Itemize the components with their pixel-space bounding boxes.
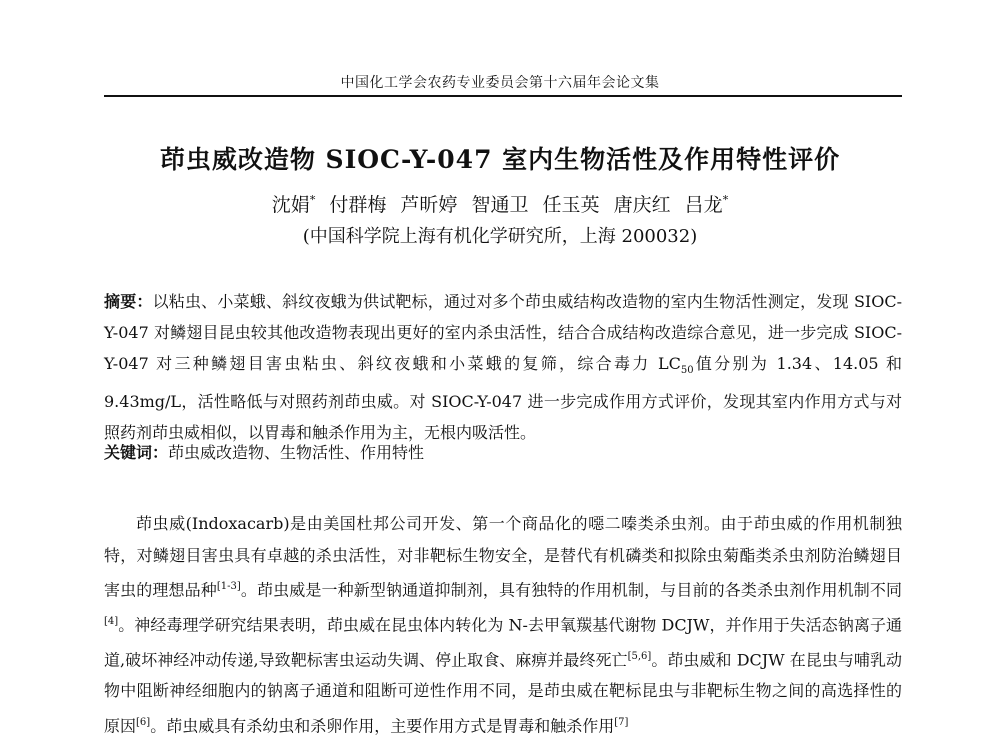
author — [471, 194, 528, 216]
affiliation: (中国科学院上海有机化学研究所，上海 200032) — [302, 226, 698, 247]
abstract-subscript: 50 — [680, 365, 694, 377]
author — [272, 194, 316, 216]
abstract-label: 摘要： — [104, 292, 153, 311]
author — [329, 194, 386, 216]
citation-ref: [5,6] — [627, 650, 652, 662]
author — [400, 194, 457, 216]
abstract — [104, 286, 902, 448]
corresponding-mark: * — [309, 193, 316, 207]
abstract-text: 值分别为 1.34、14.05 和 9.43mg/L，活性略低与对照药剂茚虫威。对 SIOC-Y-047 进一步完成作用方式评价，发现其室内作用方式与对照药剂茚虫威相似，以胃毒和触杀作用为主，无根内吸活性。 — [104, 354, 902, 443]
keywords — [104, 441, 902, 465]
body-sentence: 茚虫威(Indoxacarb)是由美国杜邦公司开发、第一个商品化的噁二嗪类杀虫剂。由于茚虫威的作用机制独特，对鳞翅目害虫具有卓越的杀虫活性，对非靶标生物安全，是替代有机磷类和拟除虫菊酯类杀虫剂防治鳞翅目害虫的理想品种 — [104, 514, 902, 600]
author-name: 沈娟 — [271, 194, 310, 216]
author-name: 吕龙 — [684, 194, 723, 216]
author-list — [0, 190, 1000, 217]
author-name: 任玉英 — [542, 194, 600, 216]
corresponding-mark: * — [722, 193, 729, 207]
abstract-text: 以粘虫、小菜蛾、斜纹夜蛾为供试靶标，通过对多个茚虫威结构改造物的室内生物活性测定，发现 SIOC-Y-047 对鳞翅目昆虫较其他改造物表现出更好的室内杀虫活性，结合合成结构改造综合意见，进一步完成 SIOC-Y-047 对三种鳞翅目害虫粘虫、斜纹夜蛾和小菜蛾的复筛，综合毒力 LC — [104, 292, 902, 373]
paper-title: 茚虫威改造物 SIOC-Y-047 室内生物活性及作用特性评价 — [159, 145, 841, 174]
citation-ref: [1-3] — [216, 581, 241, 592]
author — [685, 194, 729, 216]
author-name: 唐庆红 — [613, 194, 671, 216]
author-name: 智通卫 — [471, 194, 529, 216]
header-rule — [104, 95, 902, 97]
body-sentence: 。神经毒理学研究结果表明，茚虫威在昆虫体内转化为 N-去甲氧羰基代谢物 DCJW，并作用于失活态钠离子通道,破坏神经冲动传递,导致靶标害虫运动失调、停止取食、麻痹并最终死亡 — [104, 615, 902, 669]
keywords-text: 茚虫威改造物、生物活性、作用特性 — [168, 443, 425, 462]
citation-ref: [6] — [136, 716, 151, 728]
keywords-label: 关键词： — [104, 443, 169, 462]
author — [543, 194, 600, 216]
body-sentence: 。茚虫威具有杀幼虫和杀卵作用，主要作用方式是胃毒和触杀作用 — [150, 716, 615, 736]
author-name: 芦昕婷 — [400, 194, 458, 216]
body-sentence: 。茚虫威和 DCJW 在昆虫与哺乳动物中阻断神经细胞内的钠离子通道和阻断可逆性作用不同，是茚虫威在靶标昆虫与非靶标生物之间的高选择性的原因 — [104, 649, 902, 736]
body-paragraph — [104, 508, 902, 742]
citation-ref: [7] — [614, 716, 629, 728]
author — [614, 194, 671, 216]
author-name: 付群梅 — [329, 194, 387, 216]
running-header: 中国化工学会农药专业委员会第十六届年会论文集 — [340, 75, 660, 91]
citation-ref: [4] — [104, 615, 119, 627]
body-sentence: 。茚虫威是一种新型钠通道抑制剂，具有独特的作用机制，与目前的各类杀虫剂作用机制不同 — [240, 580, 902, 600]
